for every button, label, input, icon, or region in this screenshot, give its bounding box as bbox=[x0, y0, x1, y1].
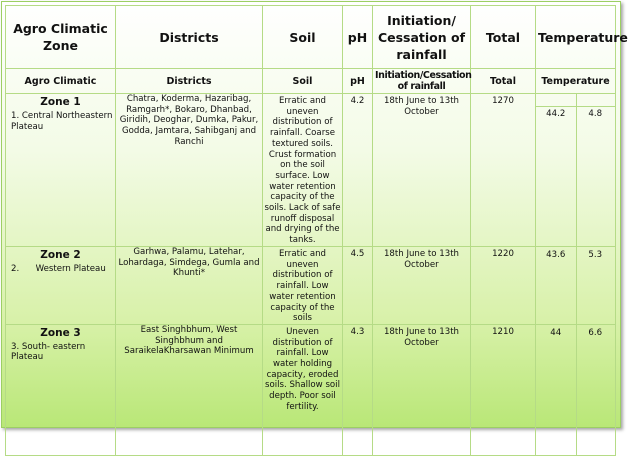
zone-title: Zone 1 bbox=[40, 96, 81, 108]
soil-cell: Uneven distribution of rainfall. Low water holding capacity, eroded soils. Shallow soil depth. Poor soil fertility. bbox=[263, 324, 343, 455]
temperature-cell bbox=[536, 324, 616, 455]
temperature-max: 44.2 bbox=[546, 109, 566, 119]
zone-name: 3. South- eastern Plateau bbox=[11, 341, 86, 363]
subheader-total: Total bbox=[471, 69, 536, 94]
total-cell: 1210 bbox=[471, 324, 536, 455]
subheader-districts: Districts bbox=[116, 69, 263, 94]
temperature-divider bbox=[576, 325, 577, 455]
temperature-max: 44 bbox=[550, 327, 562, 338]
rainfall-cell: 18th June to 13th October bbox=[373, 247, 471, 325]
zone-title: Zone 2 bbox=[40, 249, 81, 261]
table-row bbox=[6, 324, 616, 455]
soil-cell: Erratic and uneven distribution of rainfall. Low water retention capacity of the soils bbox=[263, 247, 343, 325]
table-row bbox=[6, 247, 616, 325]
header-zone: Agro Climatic Zone bbox=[6, 6, 116, 69]
header-rainfall: Initiation/ Cessation of rainfall bbox=[373, 6, 471, 69]
subheader-temperature: Temperature bbox=[536, 69, 616, 94]
rainfall-cell: 18th June to 13th October bbox=[373, 94, 471, 247]
zone-name: 2. Western Plateau bbox=[11, 264, 106, 274]
zone-title: Zone 3 bbox=[40, 326, 81, 339]
header-row bbox=[6, 6, 616, 69]
header-temperature: Temperature bbox=[536, 6, 616, 69]
ph-cell: 4.5 bbox=[343, 247, 373, 325]
subheader-zone: Agro Climatic bbox=[6, 69, 116, 94]
subheader-soil: Soil bbox=[263, 69, 343, 94]
temperature-cell bbox=[536, 94, 616, 247]
header-districts: Districts bbox=[116, 6, 263, 69]
temperature-max: 43.6 bbox=[546, 250, 566, 260]
table-frame bbox=[1, 1, 628, 428]
header-soil: Soil bbox=[263, 6, 343, 69]
temperature-cell bbox=[536, 247, 616, 325]
zone-cell bbox=[6, 324, 116, 455]
header-ph: pH bbox=[343, 6, 373, 69]
zone-cell bbox=[6, 94, 116, 247]
temperature-min: 5.3 bbox=[588, 250, 603, 260]
header-total: Total bbox=[471, 6, 536, 69]
zone-name: 1. Central Northeastern Plateau bbox=[11, 111, 113, 132]
districts-cell: Chatra, Koderma, Hazaribag, Ramgarh*, Bokaro, Dhanbad, Giridih, Deoghar, Dumka, Pakur, Godda, Jamtara, Sahibganj and Ranchi bbox=[116, 94, 263, 247]
districts-cell: Garhwa, Palamu, Latehar, Lohardaga, Simdega, Gumla and Khunti* bbox=[116, 247, 263, 325]
ph-cell: 4.2 bbox=[343, 94, 373, 247]
subheader-rainfall: Initiation/Cessation of rainfall bbox=[373, 69, 471, 94]
temperature-min: 6.6 bbox=[588, 327, 603, 338]
table-row bbox=[6, 94, 616, 247]
total-cell: 1270 bbox=[471, 94, 536, 247]
temperature-min: 4.8 bbox=[588, 109, 603, 119]
subheader-ph: pH bbox=[343, 69, 373, 94]
agro-climatic-table bbox=[5, 5, 628, 456]
total-cell: 1220 bbox=[471, 247, 536, 325]
subheader-row bbox=[6, 69, 616, 94]
soil-cell: Erratic and uneven distribution of rainfall. Coarse textured soils. Crust formation on the soil surface. Low water retention capacity of the soils. Lack of safe runoff disposal and drying of the tanks. bbox=[263, 94, 343, 247]
ph-cell: 4.3 bbox=[343, 324, 373, 455]
districts-cell: East Singhbhum, West Singhbhum and SaraikelaKharsawan Minimum bbox=[116, 324, 263, 455]
zone-cell bbox=[6, 247, 116, 325]
rainfall-cell: 18th June to 13th October bbox=[373, 324, 471, 455]
